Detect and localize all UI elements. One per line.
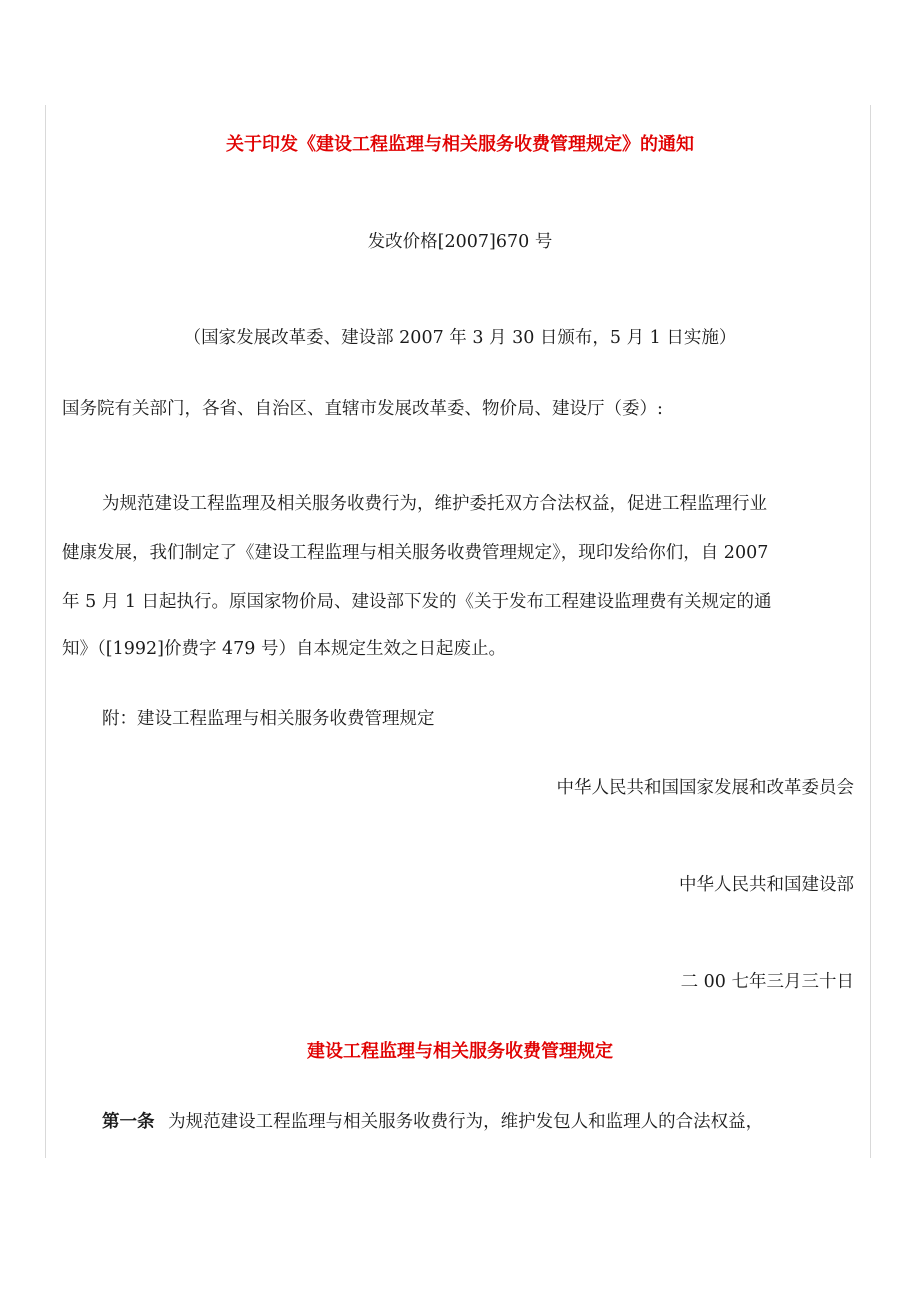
- body-line-2: 健康发展，我们制定了《建设工程监理与相关服务收费管理规定》，现印发给你们，自 2007: [62, 543, 769, 563]
- issuance-note: （国家发展改革委、建设部 2007 年 3 月 30 日颁布，5 月 1 日实施）: [183, 328, 737, 348]
- page-frame: [45, 105, 871, 1158]
- signatory-ndrc: 中华人民共和国国家发展和改革委员会: [556, 778, 854, 798]
- article-1-text: 为规范建设工程监理与相关服务收费行为，维护发包人和监理人的合法权益，: [168, 1112, 764, 1132]
- article-1: [102, 1110, 763, 1134]
- body-line-3: 年 5 月 1 日起执行。原国家物价局、建设部下发的《关于发布工程建设监理费有关规定的通: [62, 592, 772, 612]
- article-1-label: 第一条: [102, 1112, 155, 1132]
- notice-title: 关于印发《建设工程监理与相关服务收费管理规定》的通知: [226, 134, 694, 155]
- document-number: 发改价格[2007]670 号: [367, 232, 553, 252]
- attachment-note: 附：建设工程监理与相关服务收费管理规定: [102, 709, 435, 729]
- body-line-1: 为规范建设工程监理及相关服务收费行为，维护委托双方合法权益，促进工程监理行业: [102, 494, 767, 514]
- regulation-title: 建设工程监理与相关服务收费管理规定: [307, 1041, 613, 1062]
- issue-date: 二 00 七年三月三十日: [680, 972, 854, 992]
- addressee: 国务院有关部门，各省、自治区、直辖市发展改革委、物价局、建设厅（委）:: [62, 399, 663, 419]
- signatory-ministry: 中华人民共和国建设部: [679, 875, 854, 895]
- body-line-4: 知》（[1992]价费字 479 号）自本规定生效之日起废止。: [62, 639, 506, 659]
